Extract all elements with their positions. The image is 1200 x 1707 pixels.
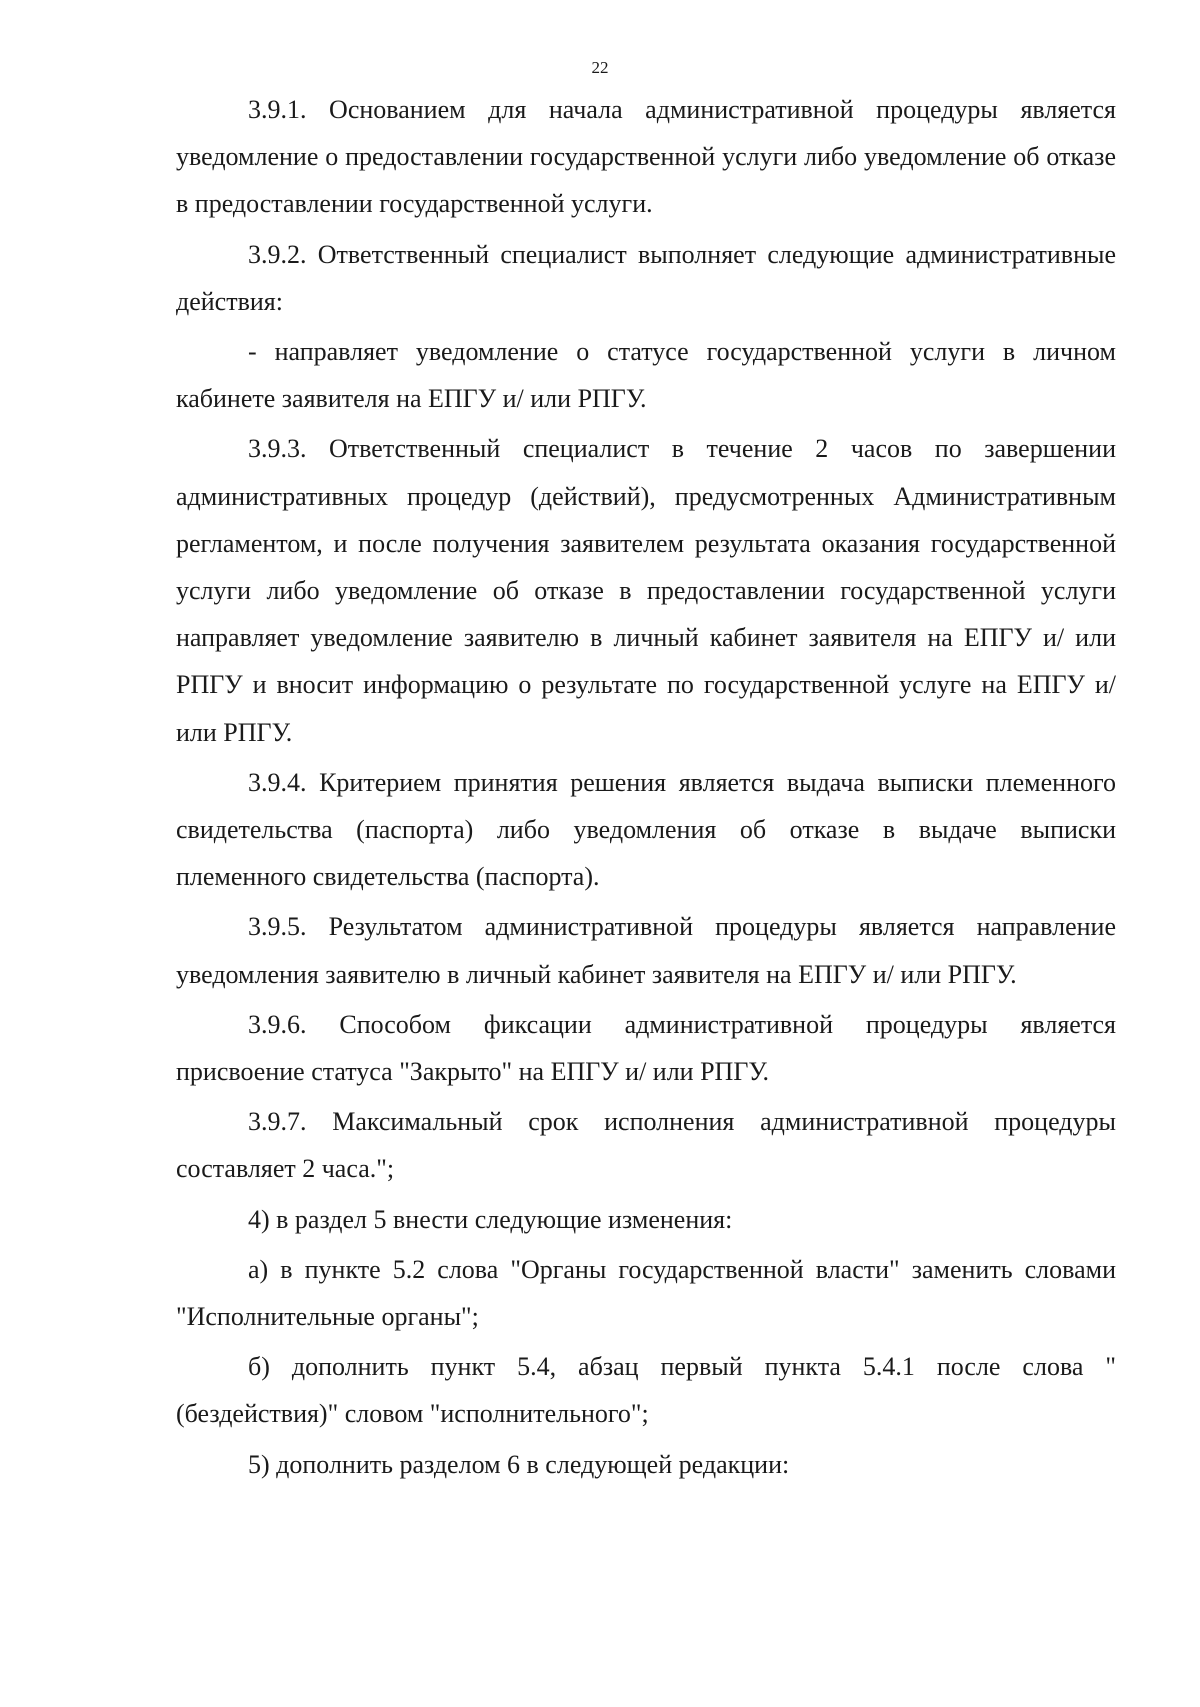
page-number: 22 bbox=[591, 58, 609, 77]
paragraph-3-9-3: 3.9.3. Ответственный специалист в течение 2 часов по завершении административных процедур (действий), предусмотренных Административным регламентом, и после получения заявителем результата оказания государственной услуги либо уведомление об отказе в предоставлении государственной услуги направляет уведомление заявителю в личный кабинет заявителя на ЕПГУ и/ или РПГУ и вносит информацию о результате по государственной услуге на ЕПГУ и/ или РПГУ. bbox=[176, 434, 1116, 747]
paragraph-3-9-2-item: - направляет уведомление о статусе государственной услуги в личном кабинете заявителя на ЕПГУ и/ или РПГУ. bbox=[176, 337, 1116, 414]
paragraph-3-9-1: 3.9.1. Основанием для начала административной процедуры является уведомление о предоставлении государственной услуги либо уведомление об отказе в предоставлении государственной услуги. bbox=[176, 95, 1116, 219]
paragraph-item-4a: а) в пункте 5.2 слова "Органы государственной власти" заменить словами "Исполнительные органы"; bbox=[176, 1254, 1116, 1332]
paragraph-3-9-4: 3.9.4. Критерием принятия решения является выдача выписки племенного свидетельства (паспорта) либо уведомления об отказе в выдаче выписки племенного свидетельства (паспорта). bbox=[176, 767, 1116, 892]
paragraph-3-9-2: 3.9.2. Ответственный специалист выполняет следующие административные действия: bbox=[176, 239, 1116, 316]
paragraph-3-9-5: 3.9.5. Результатом административной процедуры является направление уведомления заявителю в личный кабинет заявителя на ЕПГУ и/ или РПГУ. bbox=[176, 912, 1116, 989]
paragraph-item-4: 4) в раздел 5 внести следующие изменения: bbox=[248, 1204, 733, 1234]
paragraph-item-5: 5) дополнить разделом 6 в следующей редакции: bbox=[248, 1449, 790, 1479]
paragraph-3-9-6: 3.9.6. Способом фиксации административной процедуры является присвоение статуса "Закрыто" на ЕПГУ и/ или РПГУ. bbox=[176, 1009, 1116, 1087]
document-body bbox=[176, 86, 1116, 1491]
paragraph-item-4b: б) дополнить пункт 5.4, абзац первый пункта 5.4.1 после слова "(бездействия)" словом "исполнительного"; bbox=[176, 1352, 1116, 1429]
paragraph-3-9-7: 3.9.7. Максимальный срок исполнения административной процедуры составляет 2 часа."; bbox=[176, 1107, 1116, 1184]
